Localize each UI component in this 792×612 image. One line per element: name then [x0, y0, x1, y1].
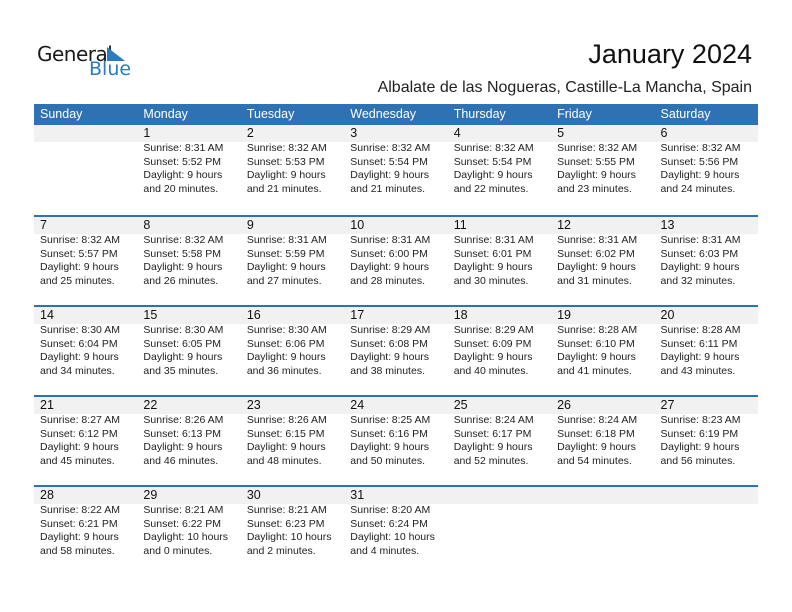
daylight-text: Daylight: 9 hours — [246, 261, 326, 274]
daylight-minutes-text: and 43 minutes. — [660, 364, 736, 377]
week-row — [34, 215, 758, 305]
day-cell — [448, 397, 551, 468]
sunrise-text: Sunrise: 8:32 AM — [246, 142, 327, 154]
day-cell — [241, 125, 344, 196]
day-cell — [34, 217, 137, 288]
day-number: 11 — [453, 218, 467, 232]
sunrise-text: Sunrise: 8:32 AM — [453, 142, 534, 154]
daylight-minutes-text: and 0 minutes. — [143, 544, 213, 557]
daylight-minutes-text: and 38 minutes. — [350, 364, 425, 377]
location-subtitle: Albalate de las Nogueras, Castille-La Mancha, Spain — [377, 79, 752, 96]
daylight-text: Daylight: 9 hours — [557, 169, 636, 182]
sunset-text: Sunset: 5:57 PM — [40, 247, 118, 260]
week-days — [34, 217, 758, 288]
sunset-text: Sunset: 5:54 PM — [453, 155, 532, 168]
daylight-text: Daylight: 10 hours — [350, 531, 435, 544]
sunset-text: Sunset: 5:54 PM — [350, 155, 428, 168]
sunset-text: Sunset: 5:56 PM — [660, 155, 739, 168]
day-cell — [241, 217, 344, 288]
day-cell — [551, 125, 654, 196]
daylight-minutes-text: and 23 minutes. — [557, 182, 632, 195]
sunrise-text: Sunrise: 8:31 AM — [350, 234, 431, 246]
day-cell — [448, 217, 551, 288]
sunset-text: Sunset: 6:23 PM — [246, 517, 325, 530]
daylight-minutes-text: and 54 minutes. — [557, 454, 632, 467]
daylight-minutes-text: and 22 minutes. — [453, 182, 529, 195]
daylight-minutes-text: and 34 minutes. — [40, 364, 115, 377]
sunrise-text: Sunrise: 8:28 AM — [557, 324, 638, 336]
sunrise-text: Sunrise: 8:27 AM — [40, 414, 120, 426]
sunset-text: Sunset: 6:15 PM — [246, 427, 325, 440]
sunset-text: Sunset: 6:18 PM — [557, 427, 635, 440]
daylight-text: Daylight: 9 hours — [557, 351, 636, 364]
day-number: 14 — [40, 308, 54, 322]
daylight-minutes-text: and 50 minutes. — [350, 454, 425, 467]
daylight-minutes-text: and 40 minutes. — [453, 364, 529, 377]
daylight-text: Daylight: 9 hours — [350, 441, 430, 454]
daylight-minutes-text: and 2 minutes. — [246, 544, 316, 557]
day-cell — [137, 217, 240, 288]
daylight-minutes-text: and 45 minutes. — [40, 454, 115, 467]
sunset-text: Sunset: 5:59 PM — [246, 247, 325, 260]
day-number: 5 — [557, 126, 565, 140]
daylight-text: Daylight: 9 hours — [660, 441, 740, 454]
day-cell — [655, 397, 758, 468]
sunset-text: Sunset: 6:16 PM — [350, 427, 428, 440]
daylight-minutes-text: and 58 minutes. — [40, 544, 115, 557]
daylight-minutes-text: and 30 minutes. — [453, 274, 529, 287]
sunrise-text: Sunrise: 8:29 AM — [350, 324, 431, 336]
day-number: 25 — [453, 398, 468, 412]
daylight-text: Daylight: 9 hours — [350, 169, 430, 182]
day-number — [661, 487, 758, 504]
sunset-text: Sunset: 6:21 PM — [40, 517, 118, 530]
week-row — [34, 125, 758, 215]
day-number: 6 — [660, 126, 668, 140]
daylight-text: Daylight: 9 hours — [453, 351, 533, 364]
day-number: 22 — [143, 398, 158, 412]
day-number: 12 — [557, 218, 572, 232]
sunrise-text: Sunrise: 8:32 AM — [40, 234, 120, 246]
sunset-text: Sunset: 6:09 PM — [453, 337, 532, 350]
sunrise-text: Sunrise: 8:30 AM — [246, 324, 327, 336]
day-cell — [655, 217, 758, 288]
daylight-text: Daylight: 9 hours — [350, 351, 430, 364]
sunrise-text: Sunrise: 8:21 AM — [246, 504, 327, 516]
daylight-text: Daylight: 9 hours — [40, 531, 119, 544]
sunrise-text: Sunrise: 8:24 AM — [453, 414, 534, 426]
daylight-text: Daylight: 9 hours — [143, 261, 223, 274]
day-cell — [551, 487, 654, 558]
sunset-text: Sunset: 6:02 PM — [557, 247, 635, 260]
daylight-text: Daylight: 9 hours — [660, 169, 740, 182]
sunrise-text: Sunrise: 8:20 AM — [350, 504, 431, 516]
daylight-text: Daylight: 9 hours — [40, 441, 119, 454]
sunset-text: Sunset: 6:10 PM — [557, 337, 635, 350]
day-number: 3 — [350, 126, 358, 140]
logo-text-blue: Blue — [89, 58, 132, 80]
daylight-minutes-text: and 25 minutes. — [40, 274, 115, 287]
sunrise-text: Sunrise: 8:21 AM — [143, 504, 224, 516]
week-days — [34, 125, 758, 196]
week-days — [34, 397, 758, 468]
sunset-text: Sunset: 5:55 PM — [557, 155, 635, 168]
day-cell — [241, 487, 344, 558]
sunset-text: Sunset: 6:01 PM — [453, 247, 532, 260]
daylight-minutes-text: and 36 minutes. — [246, 364, 322, 377]
daylight-text: Daylight: 9 hours — [246, 351, 326, 364]
daylight-minutes-text: and 46 minutes. — [143, 454, 219, 467]
daylight-text: Daylight: 9 hours — [40, 351, 119, 364]
week-row — [34, 485, 758, 575]
day-number — [454, 487, 551, 504]
sunset-text: Sunset: 6:04 PM — [40, 337, 118, 350]
daylight-text: Daylight: 9 hours — [143, 169, 223, 182]
weekday-wednesday: Wednesday — [350, 107, 417, 121]
sunrise-text: Sunrise: 8:23 AM — [660, 414, 741, 426]
daylight-text: Daylight: 9 hours — [143, 441, 223, 454]
sunrise-text: Sunrise: 8:32 AM — [143, 234, 224, 246]
week-row — [34, 305, 758, 395]
sunrise-text: Sunrise: 8:25 AM — [350, 414, 431, 426]
day-cell — [655, 307, 758, 378]
weekday-friday: Friday — [557, 107, 592, 121]
day-number: 7 — [40, 218, 47, 232]
daylight-text: Daylight: 9 hours — [246, 169, 326, 182]
daylight-text: Daylight: 10 hours — [143, 531, 229, 544]
sunset-text: Sunset: 5:53 PM — [246, 155, 325, 168]
day-number: 27 — [660, 398, 675, 412]
day-cell — [344, 397, 447, 468]
sunrise-text: Sunrise: 8:26 AM — [143, 414, 224, 426]
daylight-text: Daylight: 9 hours — [660, 261, 740, 274]
sunrise-text: Sunrise: 8:31 AM — [143, 142, 224, 154]
sunrise-text: Sunrise: 8:30 AM — [40, 324, 120, 336]
sunset-text: Sunset: 6:05 PM — [143, 337, 222, 350]
calendar-grid — [34, 104, 758, 575]
sunset-text: Sunset: 6:00 PM — [350, 247, 428, 260]
week-row — [34, 395, 758, 485]
day-cell — [241, 307, 344, 378]
day-number: 17 — [350, 308, 365, 322]
day-cell — [34, 307, 137, 378]
daylight-minutes-text: and 24 minutes. — [660, 182, 736, 195]
sunrise-text: Sunrise: 8:31 AM — [453, 234, 534, 246]
week-days — [34, 487, 758, 558]
day-number — [557, 487, 654, 504]
sunset-text: Sunset: 6:08 PM — [350, 337, 428, 350]
daylight-minutes-text: and 48 minutes. — [246, 454, 322, 467]
sunrise-text: Sunrise: 8:32 AM — [557, 142, 638, 154]
sunrise-text: Sunrise: 8:32 AM — [350, 142, 431, 154]
daylight-text: Daylight: 9 hours — [660, 351, 740, 364]
daylight-minutes-text: and 21 minutes. — [246, 182, 322, 195]
day-number: 21 — [40, 398, 54, 412]
sunset-text: Sunset: 5:58 PM — [143, 247, 222, 260]
day-cell — [655, 125, 758, 196]
daylight-minutes-text: and 27 minutes. — [246, 274, 322, 287]
daylight-minutes-text: and 26 minutes. — [143, 274, 219, 287]
day-number: 10 — [350, 218, 365, 232]
sunrise-text: Sunrise: 8:29 AM — [453, 324, 534, 336]
sunrise-text: Sunrise: 8:32 AM — [660, 142, 741, 154]
day-number: 9 — [246, 218, 254, 232]
sunset-text: Sunset: 6:24 PM — [350, 517, 428, 530]
sunset-text: Sunset: 6:03 PM — [660, 247, 739, 260]
day-number: 31 — [350, 488, 365, 502]
daylight-text: Daylight: 9 hours — [246, 441, 326, 454]
weekday-thursday: Thursday — [453, 107, 506, 121]
weeks-container — [34, 125, 758, 575]
page-title: January 2024 — [588, 39, 752, 69]
weekday-sunday: Sunday — [40, 107, 83, 121]
day-number: 30 — [246, 488, 261, 502]
day-number: 24 — [350, 398, 365, 412]
day-cell — [34, 487, 137, 558]
daylight-text: Daylight: 9 hours — [557, 261, 636, 274]
logo — [37, 43, 137, 83]
day-cell — [551, 307, 654, 378]
sunset-text: Sunset: 6:22 PM — [143, 517, 222, 530]
sunset-text: Sunset: 6:06 PM — [246, 337, 325, 350]
day-number: 16 — [246, 308, 261, 322]
day-cell — [344, 307, 447, 378]
sunrise-text: Sunrise: 8:31 AM — [660, 234, 741, 246]
weekday-tuesday: Tuesday — [246, 107, 295, 121]
day-cell — [34, 397, 137, 468]
day-number — [40, 125, 137, 142]
daylight-text: Daylight: 9 hours — [40, 261, 119, 274]
daylight-text: Daylight: 9 hours — [143, 351, 223, 364]
day-cell — [344, 125, 447, 196]
sunrise-text: Sunrise: 8:31 AM — [246, 234, 327, 246]
daylight-minutes-text: and 4 minutes. — [350, 544, 420, 557]
day-cell — [344, 217, 447, 288]
daylight-minutes-text: and 21 minutes. — [350, 182, 425, 195]
day-number: 8 — [143, 218, 151, 232]
daylight-text: Daylight: 9 hours — [453, 441, 533, 454]
day-number: 13 — [660, 218, 675, 232]
day-cell — [344, 487, 447, 558]
daylight-text: Daylight: 9 hours — [453, 169, 533, 182]
day-number: 15 — [143, 308, 158, 322]
daylight-minutes-text: and 31 minutes. — [557, 274, 632, 287]
daylight-minutes-text: and 41 minutes. — [557, 364, 632, 377]
day-number: 28 — [40, 488, 54, 502]
sunset-text: Sunset: 6:19 PM — [660, 427, 739, 440]
daylight-text: Daylight: 10 hours — [246, 531, 332, 544]
daylight-minutes-text: and 35 minutes. — [143, 364, 219, 377]
day-cell — [448, 487, 551, 558]
day-cell — [241, 397, 344, 468]
day-cell — [137, 397, 240, 468]
day-number: 23 — [246, 398, 261, 412]
sunset-text: Sunset: 6:13 PM — [143, 427, 222, 440]
weekday-monday: Monday — [143, 107, 188, 121]
day-cell — [551, 397, 654, 468]
day-number: 29 — [143, 488, 158, 502]
sunrise-text: Sunrise: 8:30 AM — [143, 324, 224, 336]
sunrise-text: Sunrise: 8:31 AM — [557, 234, 638, 246]
daylight-minutes-text: and 32 minutes. — [660, 274, 736, 287]
logo-text-general: General — [37, 42, 113, 66]
day-cell — [34, 125, 137, 196]
weekday-saturday: Saturday — [660, 107, 711, 121]
sunrise-text: Sunrise: 8:28 AM — [660, 324, 741, 336]
day-cell — [551, 217, 654, 288]
sunset-text: Sunset: 6:11 PM — [660, 337, 738, 350]
day-number: 18 — [453, 308, 468, 322]
day-number: 2 — [246, 126, 254, 140]
day-cell — [448, 307, 551, 378]
daylight-minutes-text: and 56 minutes. — [660, 454, 736, 467]
weekday-header — [34, 104, 758, 125]
sunset-text: Sunset: 6:12 PM — [40, 427, 118, 440]
day-cell — [137, 307, 240, 378]
day-cell — [655, 487, 758, 558]
day-number: 4 — [453, 126, 461, 140]
daylight-minutes-text: and 20 minutes. — [143, 182, 219, 195]
sunrise-text: Sunrise: 8:26 AM — [246, 414, 327, 426]
sunrise-text: Sunrise: 8:22 AM — [40, 504, 120, 516]
week-days — [34, 307, 758, 378]
day-cell — [448, 125, 551, 196]
daylight-text: Daylight: 9 hours — [453, 261, 533, 274]
day-number: 26 — [557, 398, 572, 412]
daylight-minutes-text: and 28 minutes. — [350, 274, 425, 287]
sunset-text: Sunset: 6:17 PM — [453, 427, 532, 440]
day-number: 1 — [143, 126, 151, 140]
day-number: 20 — [660, 308, 675, 322]
daylight-minutes-text: and 52 minutes. — [453, 454, 529, 467]
sunset-text: Sunset: 5:52 PM — [143, 155, 222, 168]
sunrise-text: Sunrise: 8:24 AM — [557, 414, 638, 426]
daylight-text: Daylight: 9 hours — [557, 441, 636, 454]
day-cell — [137, 125, 240, 196]
daylight-text: Daylight: 9 hours — [350, 261, 430, 274]
day-cell — [137, 487, 240, 558]
day-number: 19 — [557, 308, 572, 322]
